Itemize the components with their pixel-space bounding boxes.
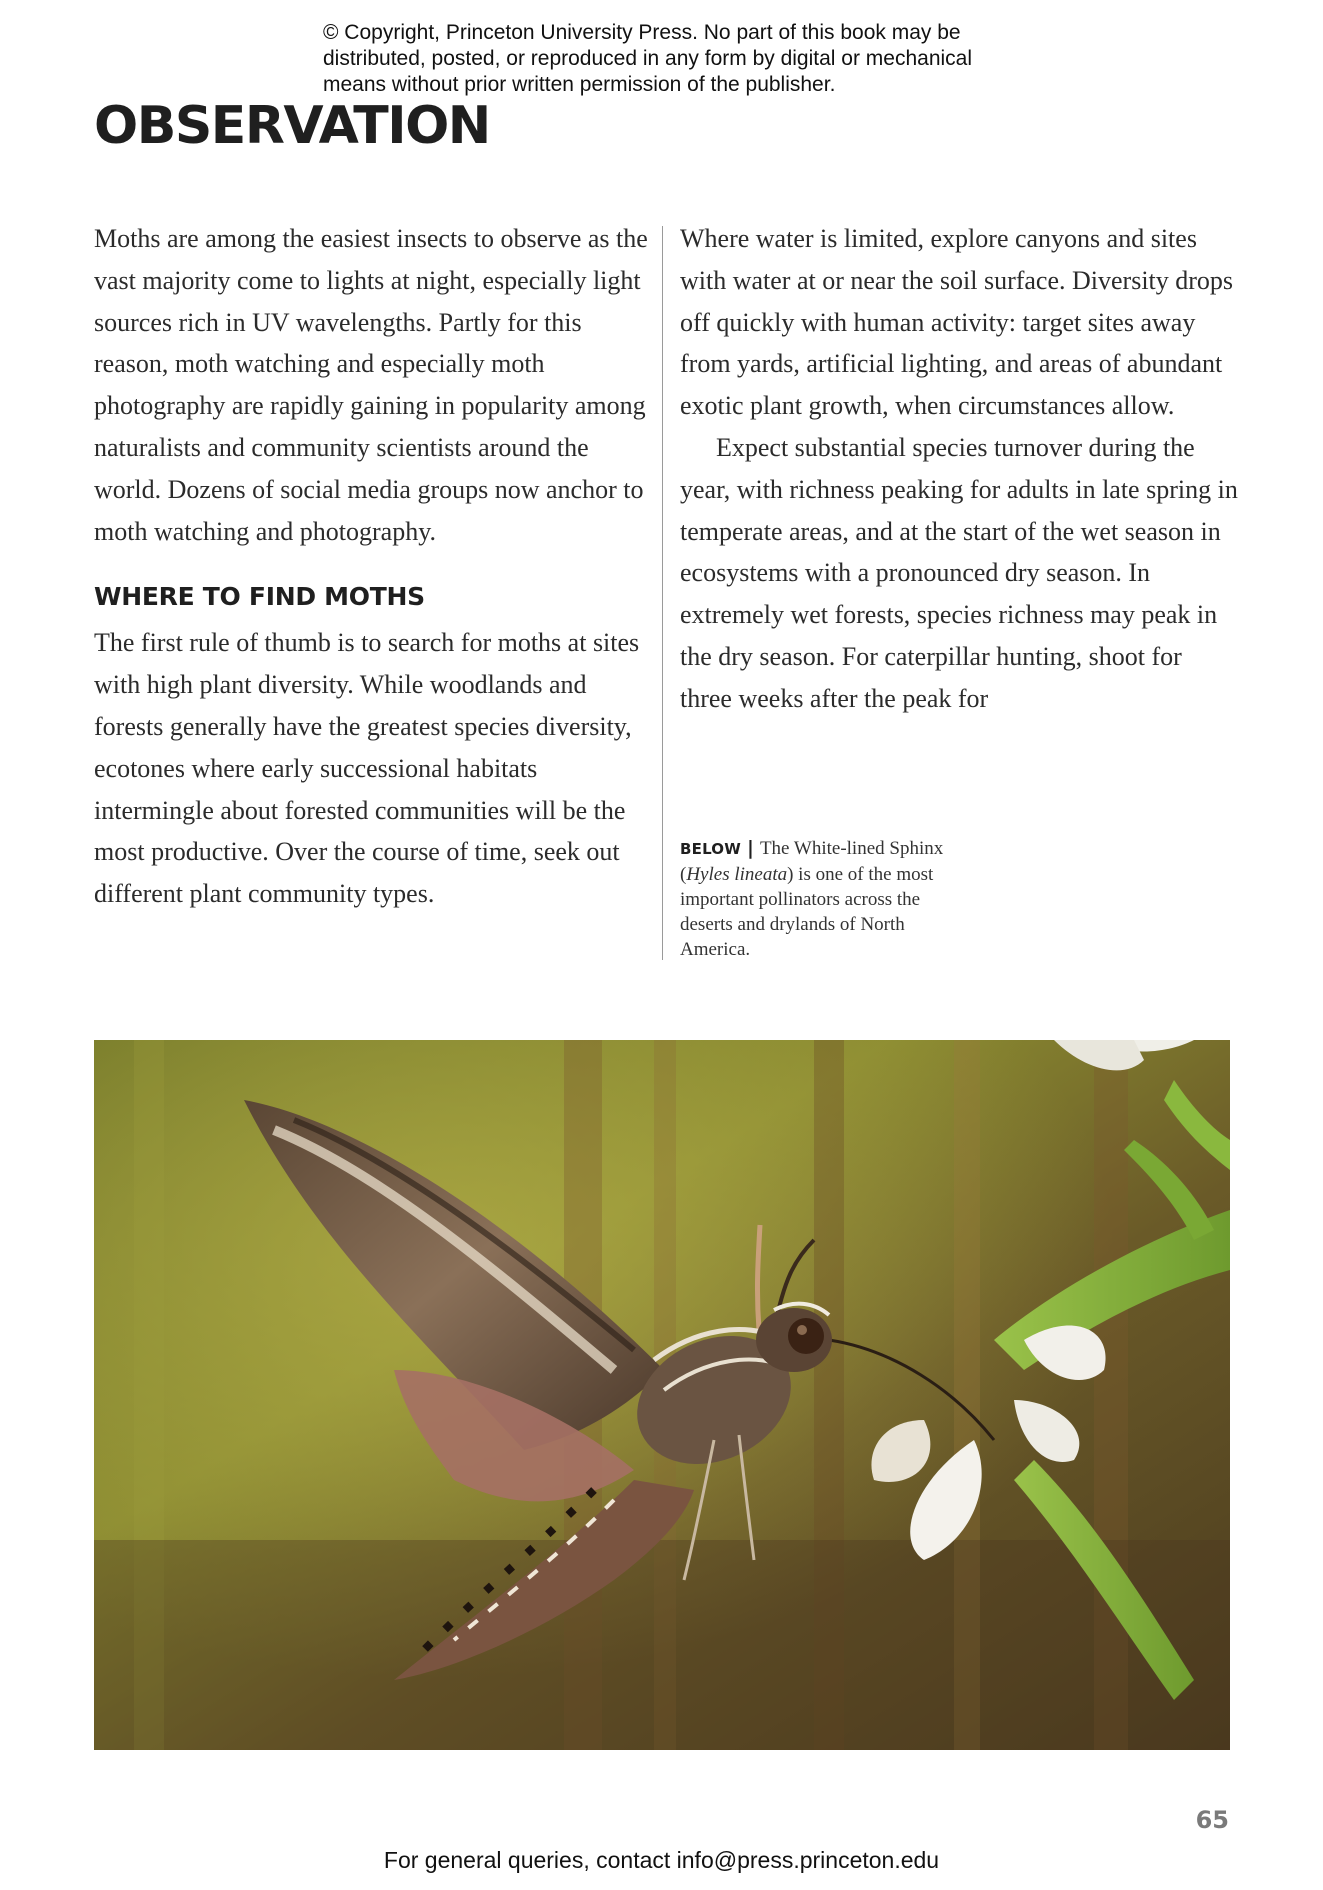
right-paragraph-2: Expect substantial species turnover during the year, with richness peaking for adults in late spring in temperate areas, and at the start of the wet season in ecosystems with a pronounced dry season. In extremely wet forests, species richness may peak in the dry season. For caterpillar hunting, shoot for three weeks after the peak for (680, 432, 1238, 713)
moth-illustration (94, 1040, 1230, 1750)
left-column (94, 218, 654, 915)
copyright-line: distributed, posted, or reproduced in any form by digital or mechanical (323, 47, 973, 70)
intro-paragraph: Moths are among the easiest insects to observe as the vast majority come to lights at night, especially light sources rich in UV wavelengths. Partly for this reason, moth watching and especially moth photography are rapidly gaining in popularity among naturalists and community scientists around the world. Dozens of social media groups now anchor to moth watching and photography. (94, 224, 648, 546)
caption-text-after: ) is one of the most important pollinators across the deserts and drylands of North America. (680, 864, 934, 960)
column-divider (662, 226, 663, 960)
right-paragraph-1: Where water is limited, explore canyons and sites with water at or near the soil surface. Diversity drops off quickly with human activity: target sites away from yards, artificial lighting, and areas of abundant exotic plant growth, when circumstances allow. (680, 224, 1234, 421)
copyright-line: means without prior written permission of the publisher. (323, 73, 836, 96)
caption-label: BELOW (680, 840, 741, 858)
footer-contact: For general queries, contact info@press.princeton.edu (383, 1847, 940, 1873)
moth-photo (94, 1040, 1230, 1750)
caption-species: Hyles lineata (686, 864, 788, 885)
photo-caption (680, 836, 960, 962)
copyright-notice (323, 20, 1043, 98)
section-paragraph: The first rule of thumb is to search for moths at sites with high plant diversity. While woodlands and forests generally have the greatest species diversity, ecotones where early successional habitats intermingle about forested communities will be the most productive. Over the course of time, seek out different plant community types. (94, 628, 640, 909)
right-column (680, 218, 1240, 720)
chapter-title: OBSERVATION (94, 96, 490, 156)
caption-separator: | (747, 837, 754, 859)
copyright-line: © Copyright, Princeton University Press. No part of this book may be (323, 21, 961, 44)
page-number: 65 (1195, 1806, 1229, 1834)
section-heading: WHERE TO FIND MOTHS (94, 582, 425, 612)
caption-text-before: The White-lined Sphinx ( (680, 838, 944, 885)
